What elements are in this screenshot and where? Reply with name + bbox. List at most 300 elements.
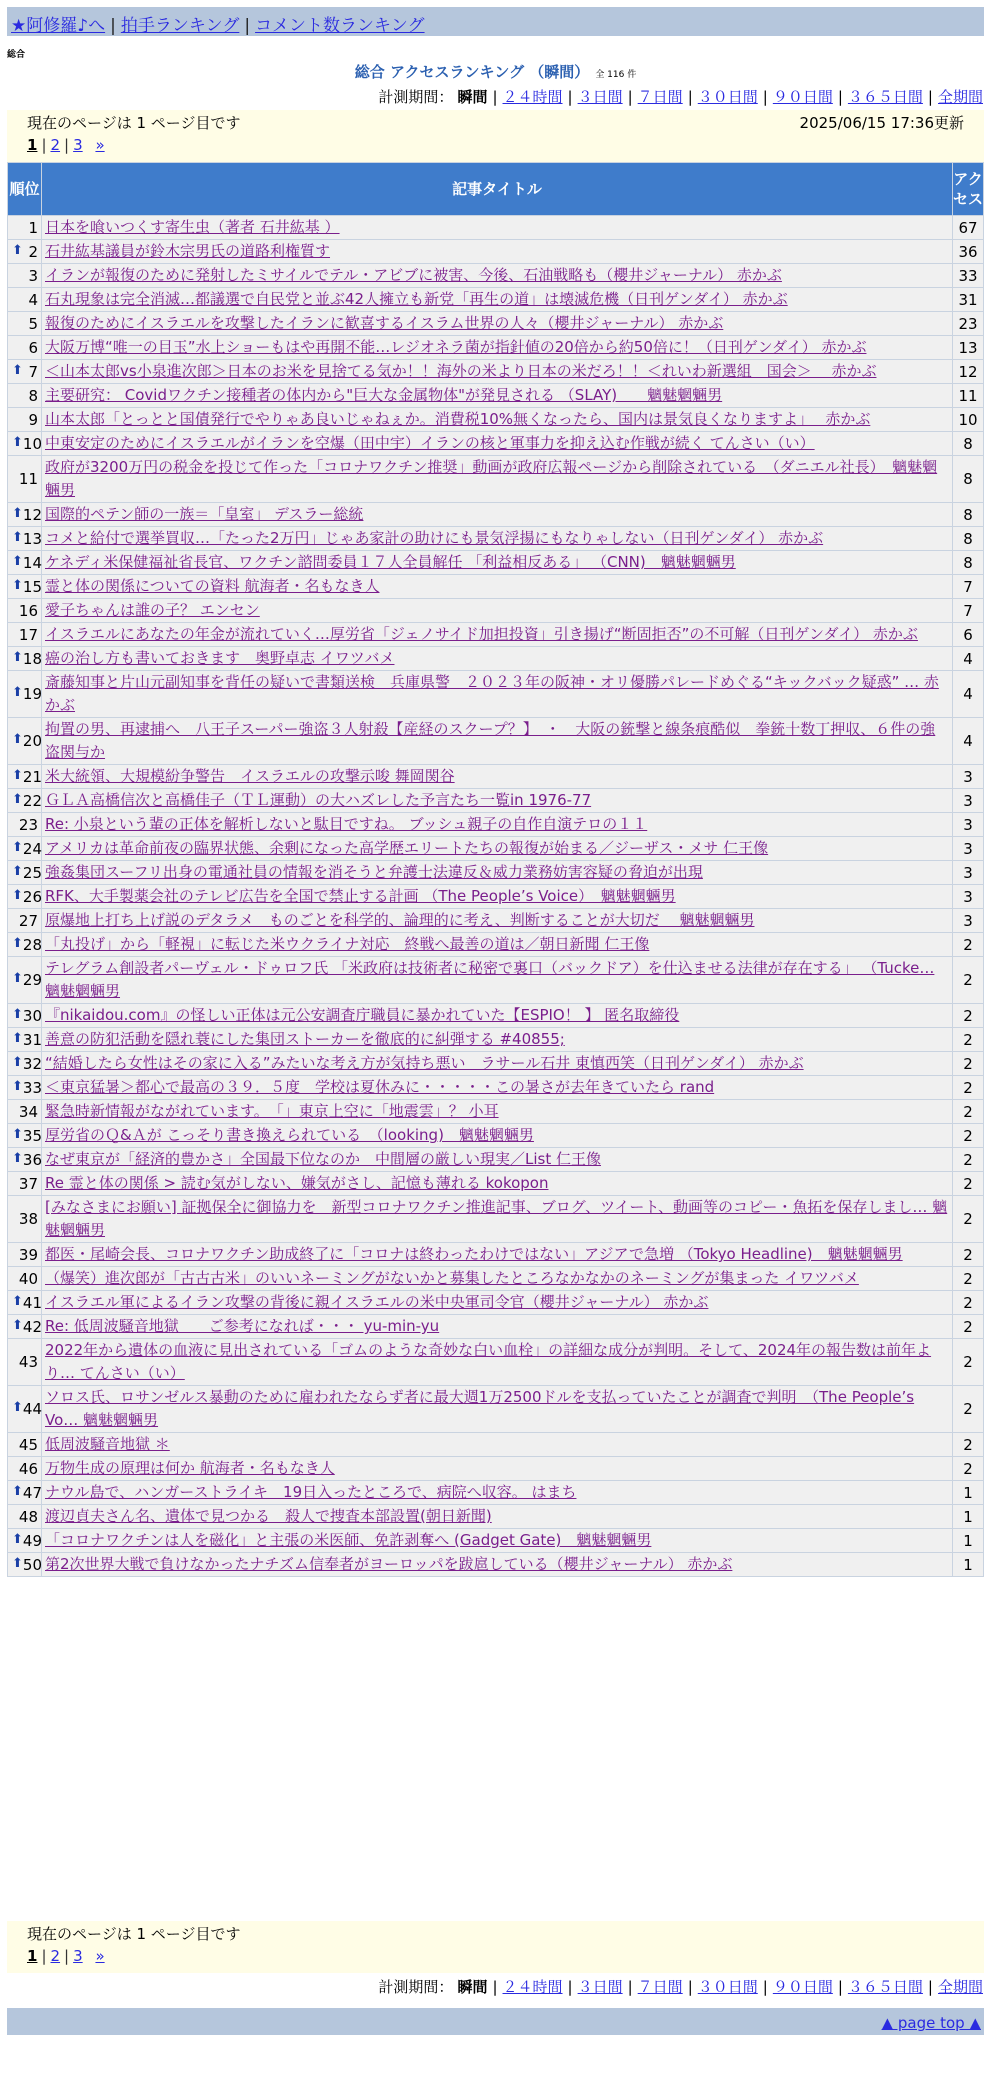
table-row	[8, 527, 984, 551]
article-link[interactable]: 愛子ちゃんは誰の子？ エンセン	[45, 601, 260, 619]
access-count: 2	[953, 1148, 984, 1172]
table-row	[8, 813, 984, 837]
rank-cell	[8, 575, 42, 599]
rank-cell	[8, 1339, 42, 1386]
article-link[interactable]: ＜山本太郎vs小泉進次郎＞日本のお米を見捨てる気か！！海外の米より日本の米だろ！！＜れいわ新選組 国会＞ 赤かぶ	[45, 362, 877, 380]
up-arrow-icon: ⬆	[12, 1054, 23, 1070]
period-link-3[interactable]: ３０日間	[697, 88, 758, 106]
article-link[interactable]: 山本太郎「とっとと国債発行でやりゃあ良いじゃねぇか。消費税10%無くなったら、国内は景気良くなりますよ」 赤かぶ	[45, 410, 871, 428]
article-link[interactable]: なぜ東京が「経済的豊かさ」全国最下位なのか 中間層の厳しい現実／List 仁王像	[45, 1150, 601, 1168]
page-top-link[interactable]: ▲ page top ▲	[881, 2014, 981, 2032]
title-cell	[42, 1172, 953, 1196]
access-count: 2	[953, 1433, 984, 1457]
rank-number: 47	[22, 1483, 42, 1502]
period-separator: |	[762, 88, 768, 106]
table-row	[8, 216, 984, 240]
title-cell	[42, 861, 953, 885]
period-separator: |	[927, 1978, 933, 1996]
access-count: 3	[953, 861, 984, 885]
title-cell	[42, 1124, 953, 1148]
pager-current: 1	[27, 1947, 38, 1965]
article-link[interactable]: 低周波騒音地獄 ＊	[45, 1435, 170, 1453]
table-row	[8, 1196, 984, 1243]
rank-cell	[8, 551, 42, 575]
article-link[interactable]: ナウル島で、ハンガーストライキ 19日入ったところで、病院へ収容。 はまち	[45, 1483, 577, 1501]
rank-number: 17	[18, 625, 38, 644]
access-count: 12	[953, 360, 984, 384]
up-arrow-icon: ⬆	[12, 505, 23, 521]
access-count: 23	[953, 312, 984, 336]
rank-cell	[8, 240, 42, 264]
up-arrow-icon: ⬆	[12, 732, 23, 747]
rank-number: 38	[18, 1210, 38, 1228]
rank-number: 10	[22, 434, 42, 453]
access-count: 11	[953, 384, 984, 408]
title-cell	[42, 1529, 953, 1553]
article-link[interactable]: “結婚したら女性はその家に入る”みたいな考え方が気持ち悪い ラサール石井 東慎西笑（日刊ゲンダイ） 赤かぶ	[45, 1054, 804, 1072]
title-cell	[42, 264, 953, 288]
table-row	[8, 957, 984, 1004]
article-link[interactable]: 善意の防犯活動を隠れ蓑にした集団ストーカーを徹底的に糾弾する #40855;	[45, 1030, 565, 1048]
table-row	[8, 432, 984, 456]
period-link-2[interactable]: ７日間	[637, 1978, 683, 1996]
up-arrow-icon: ⬆	[12, 1150, 23, 1166]
table-row	[8, 1028, 984, 1052]
pager-separator: |	[64, 1947, 70, 1965]
table-row	[8, 1339, 984, 1386]
title-cell	[42, 1339, 953, 1386]
article-link[interactable]: 霊と体の関係についての資料 航海者・名もなき人	[45, 577, 380, 595]
up-arrow-icon: ⬆	[12, 887, 23, 903]
rank-cell	[8, 599, 42, 623]
rank-cell	[8, 456, 42, 503]
article-link[interactable]: イスラエルにあなたの年金が流れていく…厚労省「ジェノサイド加担投資」引き揚げ“断固拒否”の不可解（日刊ゲンダイ） 赤かぶ	[45, 625, 918, 643]
rank-number: 28	[22, 935, 42, 954]
title-cell	[42, 216, 953, 240]
table-row	[8, 623, 984, 647]
up-arrow-icon: ⬆	[12, 529, 23, 545]
title-cell	[42, 527, 953, 551]
rank-number: 39	[18, 1245, 38, 1264]
article-link[interactable]: Re: 低周波騒音地獄 ご参考になれば・・・ yu-min-yu	[45, 1317, 440, 1335]
title-cell	[42, 789, 953, 813]
page-info-top	[7, 110, 984, 162]
access-count: 7	[953, 575, 984, 599]
rank-cell	[8, 1553, 42, 1577]
article-link[interactable]: 主要研究： Covidワクチン接種者の体内から"巨大な金属物体"が発見される （SLAY) 魑魅魍魎男	[45, 386, 723, 404]
access-count: 31	[953, 288, 984, 312]
access-count: 3	[953, 837, 984, 861]
access-count: 8	[953, 456, 984, 503]
rank-number: 1	[28, 218, 38, 237]
title-cell	[42, 1291, 953, 1315]
article-link[interactable]: テレグラム創設者パーヴェル・ドゥロフ氏 「米政府は技術者に秘密で裏口（バックドア）を仕込ませる法律が存在する」 （Tucke… 魑魅魍魎男	[45, 959, 935, 1000]
up-arrow-icon: ⬆	[12, 1400, 23, 1415]
rank-number: 33	[22, 1078, 42, 1097]
title-cell	[42, 575, 953, 599]
rank-cell	[8, 1433, 42, 1457]
access-count: 1	[953, 1505, 984, 1529]
nav-separator: |	[244, 16, 251, 36]
period-link-4[interactable]: ９０日間	[772, 1978, 833, 1996]
article-link[interactable]: アメリカは革命前夜の臨界状態、余剰になった高学歴エリートたちの報復が始まる／ジーザス・メサ 仁王像	[45, 839, 769, 857]
rank-number: 34	[18, 1102, 38, 1121]
rank-number: 30	[22, 1006, 42, 1025]
rank-cell	[8, 503, 42, 527]
article-link[interactable]: 拘置の男、再逮捕へ 八王子スーパー強盗３人射殺【産経のスクープ？】 ・ 大阪の銃撃と線条痕酷似 拳銃十数丁押収、６件の強盗関与か	[45, 720, 936, 761]
up-arrow-icon: ⬆	[12, 863, 23, 879]
rank-number: 46	[18, 1459, 38, 1478]
article-link[interactable]: 「丸投げ」から「軽視」に転じた米ウクライナ対応 終戦へ最善の道は／朝日新聞 仁王像	[45, 935, 650, 953]
article-link[interactable]: ソロス氏、ロサンゼルス暴動のために雇われたならず者に最大週1万2500ドルを支払っていたことが調査で判明 （The People’s Vo… 魑魅魍魎男	[45, 1388, 915, 1429]
article-link[interactable]: 2022年から遺体の血液に見出されている「ゴムのような奇妙な白い血栓」の詳細な成分が判明。そして、2024年の報告数は前年より… てんさい（い）	[45, 1341, 932, 1382]
table-row	[8, 1076, 984, 1100]
up-arrow-icon: ⬆	[12, 1483, 23, 1499]
up-arrow-icon: ⬆	[12, 1317, 23, 1333]
page-title-text: 総合 アクセスランキング （瞬間）	[354, 63, 590, 81]
pager-page-2[interactable]: 2	[50, 1947, 61, 1965]
rank-cell	[8, 527, 42, 551]
article-link[interactable]: 「コロナワクチンは人を磁化」と主張の米医師、免許剥奪へ (Gadget Gate) 魑魅魍魎男	[45, 1531, 652, 1549]
rank-number: 14	[22, 553, 42, 572]
rank-cell	[8, 1076, 42, 1100]
rank-cell	[8, 336, 42, 360]
table-row	[8, 1529, 984, 1553]
article-link[interactable]: [みなさまにお願い] 証拠保全に御協力を 新型コロナワクチン推進記事、ブログ、ツイート、動画等のコピー・魚拓を保存しまし… 魑魅魍魎男	[45, 1198, 948, 1239]
table-row	[8, 503, 984, 527]
article-link[interactable]: イスラエル軍によるイラン攻撃の背後に親イスラエルの米中央軍司令官（櫻井ジャーナル） 赤かぶ	[45, 1293, 709, 1311]
title-cell	[42, 360, 953, 384]
page-info-bottom	[7, 1921, 984, 1973]
rank-cell	[8, 909, 42, 933]
title-cell	[42, 599, 953, 623]
table-row	[8, 551, 984, 575]
table-row	[8, 1553, 984, 1577]
access-count: 2	[953, 1291, 984, 1315]
article-link[interactable]: コメと給付で選挙買収…「たった2万円」じゃあ家計の助けにも景気浮揚にもなりゃしない（日刊ゲンダイ） 赤かぶ	[45, 529, 824, 547]
pager-current: 1	[27, 136, 38, 154]
title-cell	[42, 1457, 953, 1481]
rank-cell	[8, 1315, 42, 1339]
period-selector-bottom	[378, 1976, 983, 1997]
up-arrow-icon: ⬆	[12, 577, 23, 593]
title-cell	[42, 408, 953, 432]
pager-next[interactable]: »	[95, 1947, 105, 1965]
up-arrow-icon: ⬆	[12, 767, 23, 783]
access-count: 2	[953, 1243, 984, 1267]
access-header: アクセス	[953, 163, 984, 216]
access-count: 3	[953, 813, 984, 837]
period-link-5[interactable]: ３６５日間	[847, 1978, 923, 1996]
access-count: 2	[953, 1076, 984, 1100]
nav-separator: |	[110, 16, 116, 36]
article-link[interactable]: 日本を喰いつくす寄生虫（著者 石井紘基 ）	[45, 218, 340, 236]
title-cell	[42, 1243, 953, 1267]
article-link[interactable]: 第2次世界大戦で負けなかったナチズム信奉者がヨーロッパを跋扈している（櫻井ジャーナル） 赤かぶ	[45, 1555, 733, 1573]
period-link-4[interactable]: ９０日間	[772, 88, 833, 106]
period-link-1[interactable]: ３日間	[577, 1978, 623, 1996]
footer-bar	[7, 2008, 984, 2035]
pager-bottom	[27, 1945, 964, 1967]
title-cell	[42, 957, 953, 1004]
up-arrow-icon: ⬆	[12, 1555, 23, 1571]
article-link[interactable]: 国際的ペテン師の一族＝「皇室」 デスラー総統	[45, 505, 364, 523]
rank-cell	[8, 1100, 42, 1124]
access-count: 2	[953, 933, 984, 957]
title-cell	[42, 312, 953, 336]
access-count: 6	[953, 623, 984, 647]
rank-cell	[8, 957, 42, 1004]
article-link[interactable]: 『nikaidou.com』の怪しい正体は元公安調査庁職員に暴かれていた【ESPIO！ 】 匿名取締役	[45, 1006, 680, 1024]
table-row	[8, 1433, 984, 1457]
title-cell	[42, 432, 953, 456]
rank-cell	[8, 1457, 42, 1481]
period-link-0[interactable]: ２４時間	[502, 1978, 563, 1996]
rank-cell	[8, 1267, 42, 1291]
title-cell	[42, 671, 953, 718]
rank-number: 16	[18, 601, 38, 620]
rank-number: 3	[28, 266, 38, 285]
access-count: 8	[953, 527, 984, 551]
access-count: 1	[953, 1481, 984, 1505]
rank-cell	[8, 861, 42, 885]
up-arrow-icon: ⬆	[12, 1126, 23, 1142]
table-row	[8, 264, 984, 288]
title-cell	[42, 1505, 953, 1529]
rank-cell	[8, 1386, 42, 1433]
rank-number: 35	[22, 1126, 42, 1145]
table-row	[8, 718, 984, 765]
comment-ranking-link[interactable]: コメント数ランキング	[255, 16, 425, 36]
rank-number: 37	[18, 1174, 38, 1193]
access-count: 4	[953, 647, 984, 671]
total-count: 全 116 件	[595, 70, 637, 80]
title-cell	[42, 1076, 953, 1100]
title-cell	[42, 288, 953, 312]
up-arrow-icon: ⬆	[12, 1293, 23, 1309]
article-link[interactable]: 石井紘基議員が鈴木宗男氏の道路利権質す	[45, 242, 331, 260]
access-count: 3	[953, 789, 984, 813]
table-row	[8, 765, 984, 789]
table-row	[8, 837, 984, 861]
rank-number: 5	[28, 314, 38, 333]
rank-cell	[8, 1124, 42, 1148]
rank-cell	[8, 360, 42, 384]
period-separator: |	[837, 88, 843, 106]
rank-cell	[8, 813, 42, 837]
table-row	[8, 240, 984, 264]
home-link[interactable]: ★阿修羅♪へ	[11, 16, 106, 36]
period-separator: |	[687, 88, 693, 106]
title-cell	[42, 456, 953, 503]
period-separator: |	[567, 88, 573, 106]
title-cell	[42, 933, 953, 957]
pager-page-2[interactable]: 2	[50, 136, 61, 154]
article-link[interactable]: ケネディ米保健福祉省長官、ワクチン諮問委員１７人全員解任 「利益相反ある」 （CNN) 魑魅魍魎男	[45, 553, 736, 571]
access-count: 8	[953, 551, 984, 575]
pager-separator: |	[41, 136, 47, 154]
period-link-1[interactable]: ３日間	[577, 88, 623, 106]
access-count: 13	[953, 336, 984, 360]
access-count: 3	[953, 885, 984, 909]
table-row	[8, 1052, 984, 1076]
rank-number: 6	[28, 338, 38, 357]
table-row	[8, 1457, 984, 1481]
title-cell	[42, 1148, 953, 1172]
article-link[interactable]: RFK、大手製薬会社のテレビ広告を全国で禁止する計画 （The People’s Voice） 魑魅魍魎男	[45, 887, 676, 905]
up-arrow-icon: ⬆	[12, 1078, 23, 1094]
article-link[interactable]: 緊急時新情報がながれています。 「」東京上空に「地震雲」？ 小耳	[45, 1102, 499, 1120]
title-cell	[42, 718, 953, 765]
rank-number: 36	[22, 1150, 42, 1169]
article-link[interactable]: 厚労省のＱ&Ａが こっそり書き換えられている （looking) 魑魅魍魎男	[45, 1126, 534, 1144]
access-count: 7	[953, 599, 984, 623]
rank-cell	[8, 623, 42, 647]
rank-cell	[8, 384, 42, 408]
article-link[interactable]: （爆笑）進次郎が「古古古米」のいいネーミングがないかと募集したところなかなかのネーミングが集まった イワツバメ	[45, 1269, 859, 1287]
rank-number: 18	[22, 649, 42, 668]
clap-ranking-link[interactable]: 拍手ランキング	[120, 16, 240, 36]
article-link[interactable]: Re: 小泉という輩の正体を解析しないと駄目ですね。 ブッシュ親子の自作自演テロの１１	[45, 815, 648, 833]
access-count: 1	[953, 1529, 984, 1553]
period-current: 瞬間	[457, 88, 488, 106]
rank-number: 26	[22, 887, 42, 906]
article-link[interactable]: 癌の治し方も書いておきます 奥野卓志 イワツバメ	[45, 649, 395, 667]
article-link[interactable]: ＧＬＡ高橋信次と高橋佳子（ＴＬ運動）の大ハズレした予言たち一覧in 1976-77	[45, 791, 592, 809]
up-arrow-icon: ⬆	[12, 553, 23, 569]
rank-number: 15	[22, 577, 42, 596]
access-count: 2	[953, 1028, 984, 1052]
article-link[interactable]: 強姦集団スーフリ出身の電通社員の情報を消そうと弁護士法違反＆威力業務妨害容疑の脅迫が出現	[45, 863, 703, 881]
access-count: 2	[953, 1339, 984, 1386]
access-count: 2	[953, 1052, 984, 1076]
rank-cell	[8, 1052, 42, 1076]
article-link[interactable]: 斎藤知事と片山元副知事を背任の疑いで書類送検 兵庫県警 ２０２３年の阪神・オリ優勝パレードめぐる“キックバック疑惑” … 赤かぶ	[45, 673, 939, 714]
rank-cell	[8, 216, 42, 240]
table-row	[8, 360, 984, 384]
table-row	[8, 1315, 984, 1339]
period-separator: |	[567, 1978, 573, 1996]
period-link-3[interactable]: ３０日間	[697, 1978, 758, 1996]
rank-number: 25	[22, 863, 42, 882]
title-cell	[42, 384, 953, 408]
rank-cell	[8, 789, 42, 813]
rank-cell	[8, 718, 42, 765]
article-link[interactable]: 万物生成の原理は何か 航海者・名もなき人	[45, 1459, 335, 1477]
article-link[interactable]: 石丸現象は完全消滅…都議選で自民党と並ぶ42人擁立も新党「再生の道」は壊滅危機（日刊ゲンダイ） 赤かぶ	[45, 290, 788, 308]
table-row	[8, 861, 984, 885]
up-arrow-icon: ⬆	[12, 935, 23, 951]
article-link[interactable]: 中東安定のためにイスラエルがイランを空爆（田中宇）イランの核と軍事力を抑え込む作戦が続く てんさい（い）	[45, 434, 815, 452]
rank-number: 45	[18, 1435, 38, 1454]
rank-number: 40	[18, 1269, 38, 1288]
rank-cell	[8, 1148, 42, 1172]
up-arrow-icon: ⬆	[12, 685, 23, 700]
article-link[interactable]: 報復のためにイスラエルを攻撃したイランに歓喜するイスラム世界の人々（櫻井ジャーナル） 赤かぶ	[45, 314, 724, 332]
period-current: 瞬間	[457, 1978, 488, 1996]
article-link[interactable]: 大阪万博“唯一の目玉”水上ショーもはや再開不能…レジオネラ菌が指針値の20倍から約50倍に！（日刊ゲンダイ） 赤かぶ	[45, 338, 867, 356]
period-link-0[interactable]: ２４時間	[502, 88, 563, 106]
pager-page-3[interactable]: 3	[73, 136, 83, 154]
period-link-6[interactable]: 全期間	[937, 1978, 983, 1996]
up-arrow-icon: ⬆	[12, 434, 23, 450]
table-row	[8, 647, 984, 671]
pager-next[interactable]: »	[95, 136, 105, 154]
access-count: 10	[953, 408, 984, 432]
up-arrow-icon: ⬆	[12, 839, 23, 855]
rank-cell	[8, 1529, 42, 1553]
pager-page-3[interactable]: 3	[73, 1947, 83, 1965]
rank-cell	[8, 837, 42, 861]
table-row	[8, 1481, 984, 1505]
table-row	[8, 1291, 984, 1315]
title-cell	[42, 885, 953, 909]
article-link[interactable]: 原爆地上打ち上げ説のデタラメ ものごとを科学的、論理的に考え、判断することが大切だ 魑魅魍魎男	[45, 911, 755, 929]
access-count: 2	[953, 1196, 984, 1243]
article-link[interactable]: 米大統領、大規模紛争警告 イスラエルの攻撃示唆 舞岡関谷	[45, 767, 455, 785]
title-cell	[42, 503, 953, 527]
access-count: 3	[953, 909, 984, 933]
period-link-5[interactable]: ３６５日間	[847, 88, 923, 106]
access-count: 2	[953, 1457, 984, 1481]
rank-cell	[8, 647, 42, 671]
rank-number: 13	[22, 529, 42, 548]
access-count: 2	[953, 1124, 984, 1148]
article-link[interactable]: イランが報復のために発射したミサイルでテル・アビブに被害、今後、石油戦略も（櫻井ジャーナル） 赤かぶ	[45, 266, 782, 284]
article-link[interactable]: 渡辺貞夫さん名、遺体で見つかる 殺人で捜査本部設置(朝日新聞)	[45, 1507, 492, 1525]
table-row	[8, 1100, 984, 1124]
rank-number: 21	[22, 767, 42, 786]
access-count: 1	[953, 1553, 984, 1577]
rank-number: 50	[22, 1555, 42, 1574]
rank-cell	[8, 1481, 42, 1505]
table-row	[8, 1505, 984, 1529]
rank-cell	[8, 1243, 42, 1267]
rank-cell	[8, 288, 42, 312]
up-arrow-icon: ⬆	[12, 1006, 23, 1022]
access-count: 4	[953, 671, 984, 718]
table-row	[8, 599, 984, 623]
article-link[interactable]: 政府が3200万円の税金を投じて作った「コロナワクチン推奨」動画が政府広報ページから削除されている （ダニエル社長） 魑魅魍魎男	[45, 458, 938, 499]
rank-number: 23	[18, 815, 38, 834]
title-cell	[42, 1553, 953, 1577]
period-label: 計測期間：	[378, 88, 454, 106]
title-cell	[42, 1196, 953, 1243]
rank-number: 41	[22, 1293, 42, 1312]
rank-cell	[8, 1196, 42, 1243]
up-arrow-icon: ⬆	[12, 791, 23, 807]
table-row	[8, 575, 984, 599]
period-link-2[interactable]: ７日間	[637, 88, 683, 106]
ranking-table	[7, 162, 984, 1577]
rank-number: 24	[22, 839, 42, 858]
rank-number: 27	[18, 911, 38, 930]
rank-cell	[8, 1004, 42, 1028]
article-link[interactable]: Re 霊と体の関係 > 読む気がしない、嫌気がさし、記憶も薄れる kokopon	[45, 1174, 549, 1192]
up-arrow-icon: ⬆	[12, 649, 23, 665]
table-row	[8, 671, 984, 718]
access-count: 2	[953, 1100, 984, 1124]
period-link-6[interactable]: 全期間	[937, 88, 983, 106]
rank-cell	[8, 408, 42, 432]
article-link[interactable]: ＜東京猛暑＞都心で最高の３９．５度 学校は夏休みに・・・・・この暑さが去年きていたら rand	[45, 1078, 715, 1096]
page-title	[0, 61, 991, 82]
access-count: 67	[953, 216, 984, 240]
table-row	[8, 1267, 984, 1291]
rank-number: 22	[22, 791, 42, 810]
table-row	[8, 336, 984, 360]
article-link[interactable]: 都医・尾崎会長、コロナワクチン助成終了に「コロナは終わったわけではない」アジアで急増 （Tokyo Headline) 魑魅魍魎男	[45, 1245, 903, 1263]
